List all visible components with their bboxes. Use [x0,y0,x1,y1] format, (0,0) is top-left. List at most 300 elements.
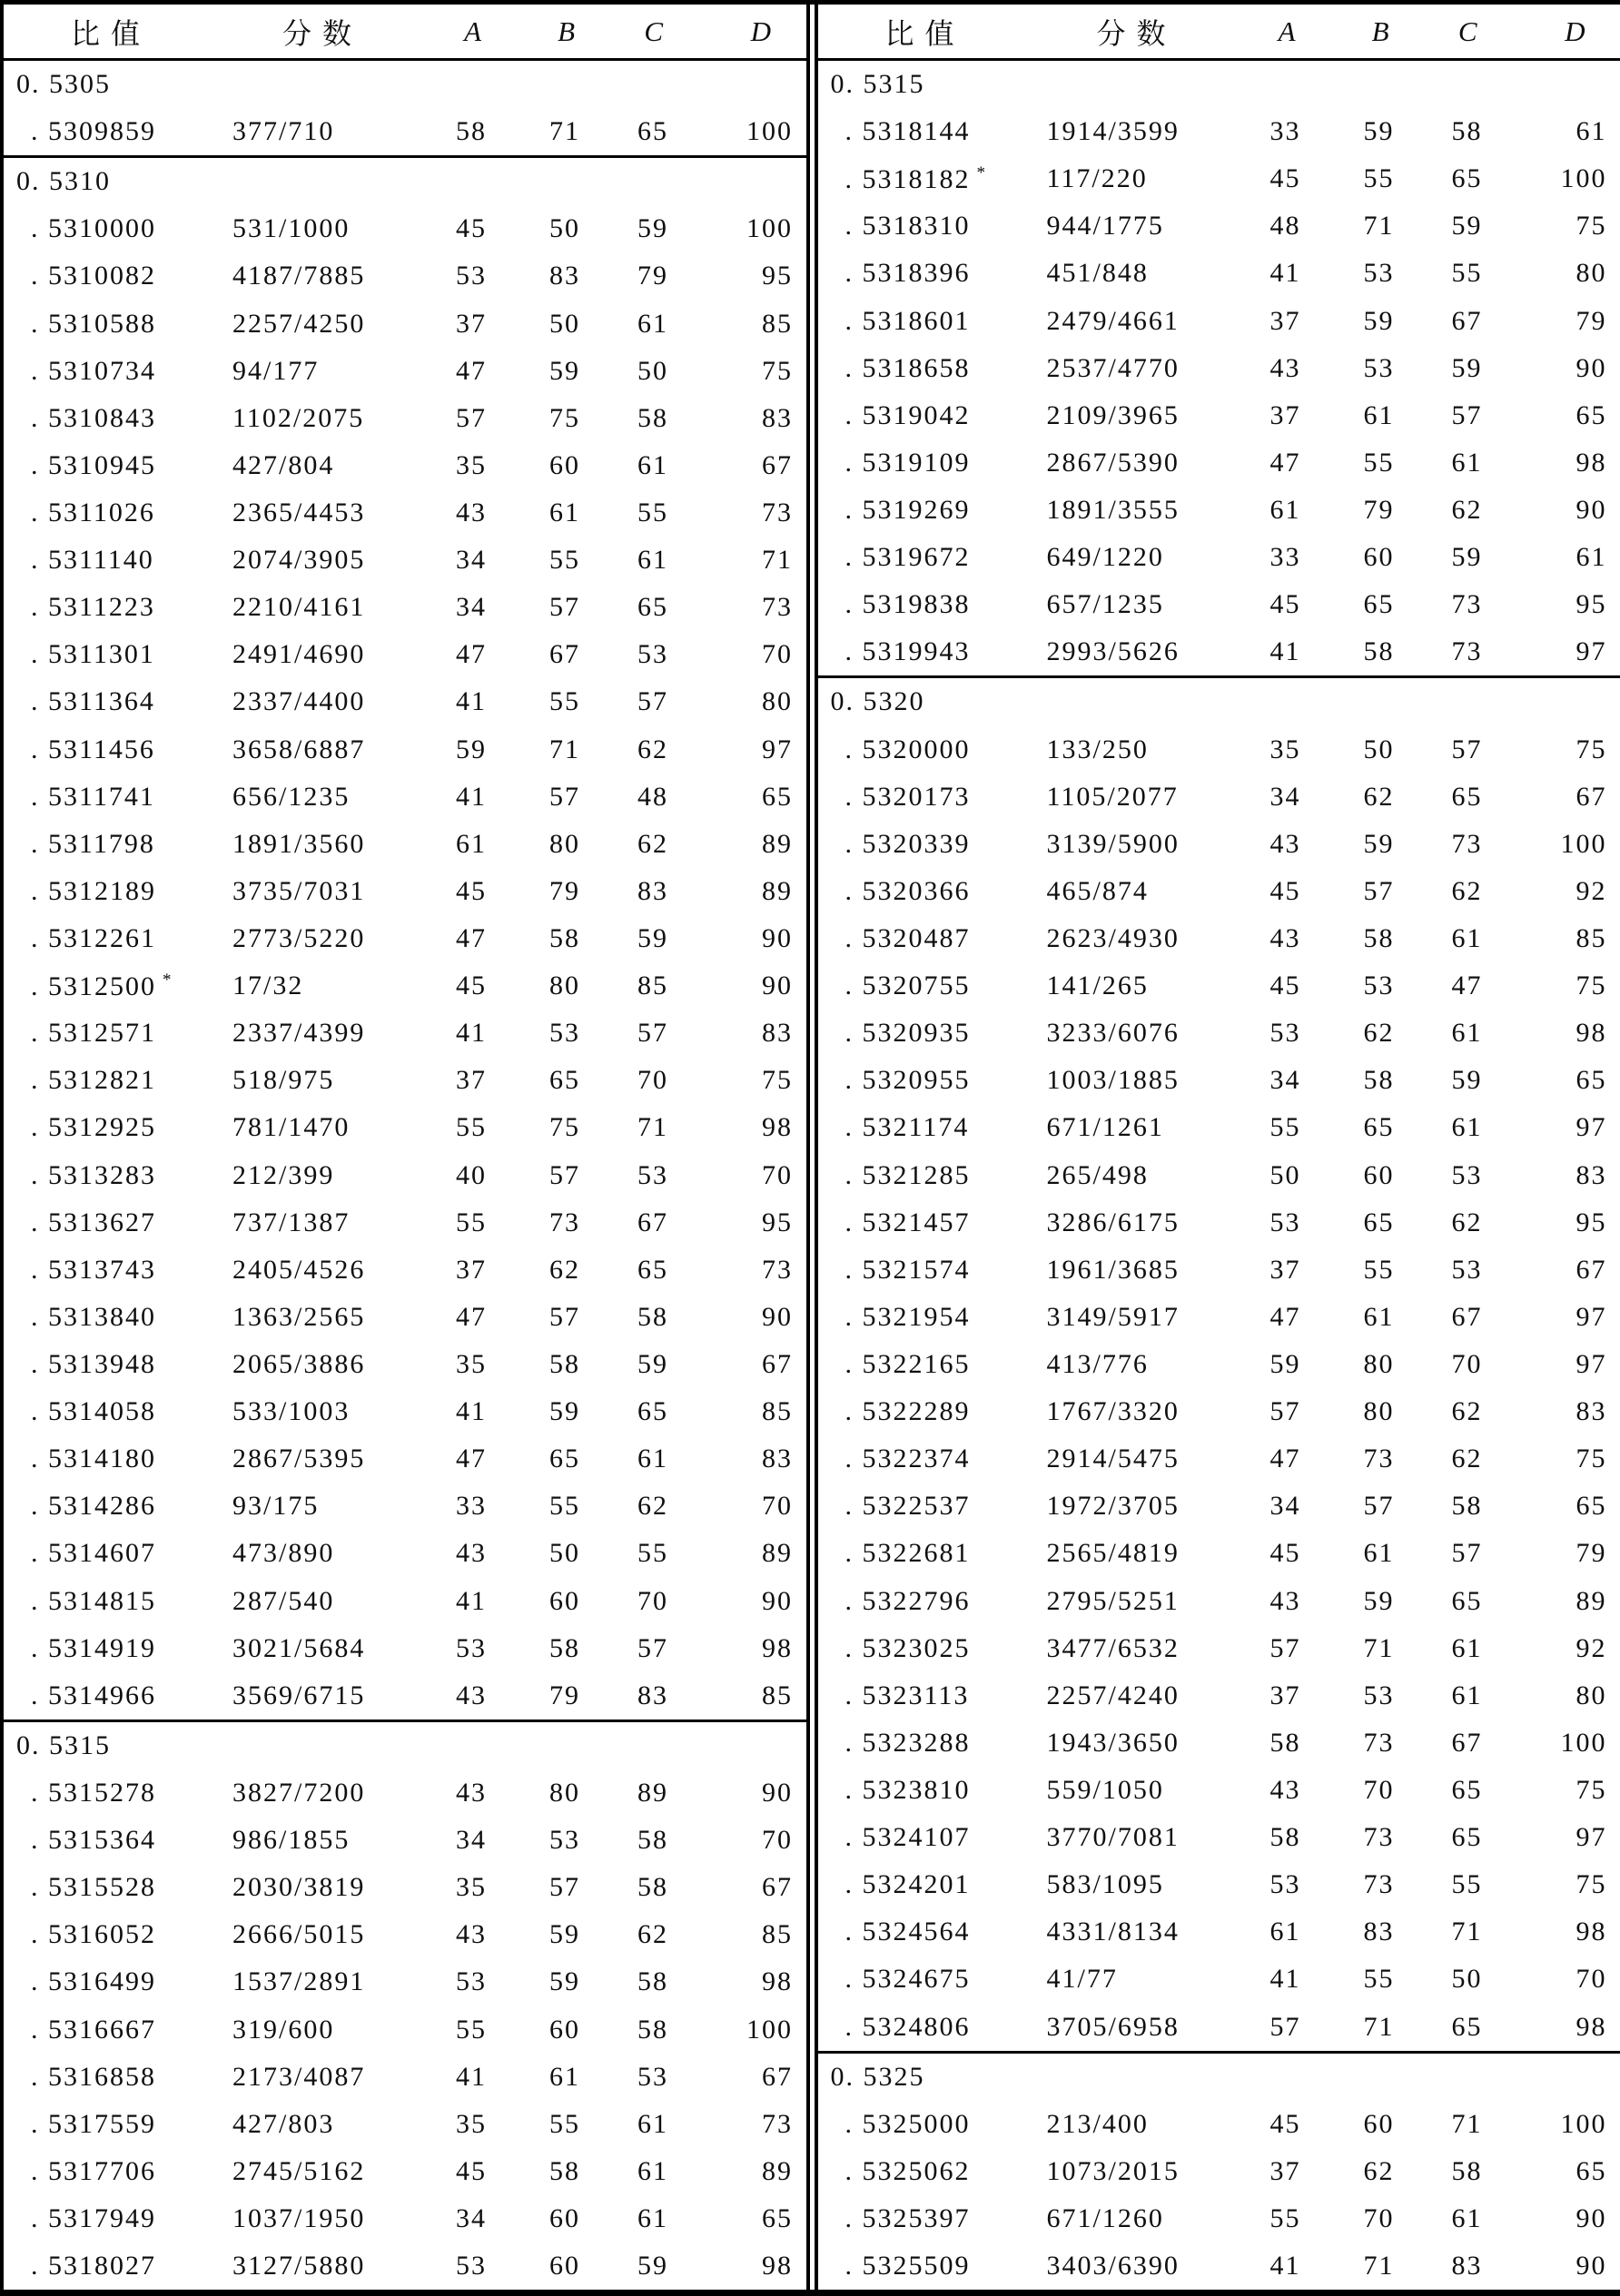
table-row [4,2242,806,2290]
table-row [4,868,806,915]
table-row [818,821,1620,868]
fraction-value: 1943/3650 [1046,1727,1180,1758]
col-a-value: 37 [1269,1254,1301,1285]
fraction-value: 133/250 [1046,734,1149,764]
col-d-value: 85 [762,1919,793,1950]
col-a-value: 43 [1269,923,1301,954]
fraction-value: 3477/6532 [1046,1632,1180,1663]
col-d-value: 90 [1576,352,1607,383]
table-row [4,774,806,821]
ratio-value: . 5320339 [845,828,971,859]
col-b-value: 83 [1363,1917,1395,1947]
col-d-value: 100 [746,116,793,147]
ratio-value: . 5315528 [31,1872,156,1903]
col-d-value: 100 [1560,2108,1607,2139]
rows-container-left [4,61,806,2290]
fraction-value: 212/399 [232,1159,335,1190]
col-c-value: 58 [637,1966,668,1997]
fraction-value: 1767/3320 [1046,1396,1180,1427]
col-b-value: 53 [549,1825,580,1856]
col-c-value: 58 [1451,1491,1483,1522]
col-c-value: 65 [1451,1774,1483,1805]
col-a-value: 47 [456,1444,487,1474]
fraction-value: 2745/5162 [232,2155,366,2186]
ratio-value: . 5322289 [845,1396,971,1427]
panel-right [815,5,1620,2290]
fraction-value: 2666/5015 [232,1919,366,1950]
col-c-value: 58 [637,402,668,433]
ratio-value: . 5318144 [845,116,971,147]
col-b-value: 65 [1363,1112,1395,1143]
table-row [818,1341,1620,1388]
col-a-value: 34 [456,592,487,623]
col-c-value: 59 [1451,542,1483,573]
table-row [4,108,806,155]
fraction-value: 117/220 [1046,163,1148,194]
ratio-value: . 5313840 [31,1301,156,1332]
col-d-value: 75 [1576,734,1607,764]
table-row [4,631,806,678]
fraction-value: 2993/5626 [1046,636,1180,667]
column-header-ratio: 比值 [884,16,965,50]
group-label: 0. 5315 [16,1729,111,1760]
col-d-value: 79 [1576,1538,1607,1569]
fraction-value: 2795/5251 [1046,1585,1180,1616]
col-c-value: 58 [637,2014,668,2045]
col-a-value: 45 [1269,589,1301,620]
table-row [818,108,1620,155]
col-b-value: 73 [549,1207,580,1237]
col-c-value: 61 [1451,1632,1483,1663]
col-b-value: 70 [1363,1774,1395,1805]
fraction-value: 1537/2891 [232,1966,366,1997]
col-a-value: 61 [1269,1917,1301,1947]
col-c-value: 79 [637,261,668,291]
col-b-value: 80 [1363,1396,1395,1427]
col-a-value: 53 [1269,1018,1301,1049]
col-b-value: 50 [549,1538,580,1569]
fraction-value: 473/890 [232,1538,335,1569]
col-c-value: 83 [637,1680,668,1710]
ratio-value: . 5323810 [845,1774,971,1805]
col-a-value: 47 [1269,1444,1301,1474]
col-c-value: 47 [1451,971,1483,1001]
col-a-value: 57 [1269,2011,1301,2042]
ratio-value: . 5322374 [845,1444,971,1474]
col-a-value: 40 [456,1159,487,1190]
col-c-value: 53 [637,1159,668,1190]
col-d-value: 65 [1576,2155,1607,2186]
col-b-value: 57 [549,592,580,623]
ratio-value: . 5324806 [845,2011,971,2042]
col-b-value: 65 [1363,589,1395,620]
table-row [818,155,1620,202]
col-b-value: 55 [1363,1254,1395,1285]
col-d-value: 89 [762,2155,793,2186]
col-d-value: 75 [762,355,793,386]
col-b-value: 58 [549,923,580,954]
fraction-value: 427/804 [232,449,335,480]
ratio-value: . 5314815 [31,1585,156,1616]
col-a-value: 37 [1269,1680,1301,1710]
col-b-value: 53 [1363,971,1395,1001]
col-b-value: 70 [1363,2202,1395,2233]
col-c-value: 61 [1451,923,1483,954]
col-a-value: 41 [456,1396,487,1427]
col-c-value: 59 [637,923,668,954]
col-a-value: 61 [1269,495,1301,526]
table-row [818,1861,1620,1908]
table-row [4,915,806,962]
fraction-value: 2365/4453 [232,498,366,528]
fraction-value: 2537/4770 [1046,352,1180,383]
col-a-value: 41 [1269,1964,1301,1995]
ratio-value: . 5319838 [845,589,971,620]
table-row [818,628,1620,675]
ratio-value: . 5319269 [845,495,971,526]
ratio-value: . 5321574 [845,1254,971,1285]
group-header-row [4,155,806,205]
col-a-value: 37 [456,1254,487,1285]
ratio-value: . 5319672 [845,542,971,573]
col-a-value: 55 [456,2014,487,2045]
col-d-value: 95 [762,1207,793,1237]
fraction-value: 3569/6715 [232,1680,366,1710]
col-c-value: 65 [1451,1585,1483,1616]
fraction-value: 451/848 [1046,258,1149,289]
fraction-value: 533/1003 [232,1396,351,1427]
ratio-value: . 5312571 [31,1018,156,1049]
ratio-value: . 5320935 [845,1018,971,1049]
table-row [818,1814,1620,1861]
col-b-value: 60 [1363,542,1395,573]
col-b-value: 55 [1363,163,1395,194]
col-b-value: 80 [549,1777,580,1808]
ratio-value: . 5320173 [845,781,971,812]
col-d-value: 98 [762,1112,793,1143]
fraction-value: 2773/5220 [232,923,366,954]
fraction-value: 3021/5684 [232,1632,366,1663]
col-b-value: 73 [1363,1869,1395,1900]
col-b-value: 59 [1363,116,1395,147]
col-d-value: 70 [762,1825,793,1856]
ratio-value: . 5312821 [31,1065,156,1096]
table-row [4,301,806,348]
col-b-value: 61 [549,2061,580,2092]
fraction-value: 2867/5395 [232,1444,366,1474]
fraction-value: 3139/5900 [1046,828,1180,859]
col-c-value: 59 [1451,352,1483,383]
fraction-value: 1102/2075 [232,402,365,433]
table-row [818,487,1620,534]
col-d-value: 75 [762,1065,793,1096]
ratio-value: . 5320366 [845,875,971,906]
col-d-value: 90 [762,1585,793,1616]
col-b-value: 55 [549,686,580,717]
ratio-value: . 5312189 [31,875,156,906]
col-d-value: 100 [1560,163,1607,194]
col-c-value: 61 [637,2202,668,2233]
ratio-value: . 5311364 [31,686,155,717]
fraction-value: 427/803 [232,2108,335,2139]
table-row [4,2005,806,2053]
col-b-value: 75 [549,402,580,433]
col-a-value: 43 [456,1538,487,1569]
ratio-value: . 5313948 [31,1349,156,1379]
col-d-value: 65 [762,781,793,812]
col-c-value: 62 [1451,875,1483,906]
col-a-value: 41 [1269,2251,1301,2281]
ratio-value: . 5314966 [31,1680,156,1710]
table-row [818,1530,1620,1577]
col-d-value: 98 [1576,2011,1607,2042]
col-d-value: 97 [1576,1112,1607,1143]
col-d-value: 98 [762,2251,793,2281]
col-c-value: 55 [1451,1869,1483,1900]
ratio-value: . 5318182 * [845,163,985,194]
col-c-value: 70 [637,1585,668,1616]
col-b-value: 80 [549,971,580,1001]
col-b-value: 59 [1363,305,1395,336]
ratio-value: . 5317559 [31,2108,156,2139]
col-a-value: 35 [456,2108,487,2139]
col-d-value: 70 [762,1159,793,1190]
fraction-value: 1891/3560 [232,828,366,859]
asterisk-marker: * [163,970,172,990]
ratio-value: . 5322681 [845,1538,971,1569]
col-d-value: 89 [762,875,793,906]
col-b-value: 73 [1363,1727,1395,1758]
col-b-value: 67 [549,639,580,670]
col-a-value: 33 [1269,116,1301,147]
fraction-value: 413/776 [1046,1349,1149,1379]
group-label: 0. 5325 [830,2061,925,2092]
ratio-value: . 5310588 [31,308,156,339]
table-row [818,298,1620,345]
col-c-value: 58 [637,1301,668,1332]
col-a-value: 57 [1269,1632,1301,1663]
ratio-value: . 5310843 [31,402,156,433]
fraction-value: 3149/5917 [1046,1301,1180,1332]
table-row [818,345,1620,392]
col-b-value: 60 [1363,2108,1395,2139]
ratio-value: . 5323025 [845,1632,971,1663]
col-c-value: 53 [1451,1254,1483,1285]
col-b-value: 58 [549,2155,580,2186]
col-a-value: 45 [456,213,487,244]
table-row [818,534,1620,581]
col-d-value: 85 [762,1396,793,1427]
col-d-value: 90 [1576,495,1607,526]
panel-left [4,5,810,2290]
col-a-value: 43 [1269,1774,1301,1805]
col-c-value: 61 [1451,2202,1483,2233]
table-row [4,2195,806,2242]
ratio-value: . 5321174 [845,1112,970,1143]
group-header-row [818,61,1620,108]
col-c-value: 62 [637,828,668,859]
ratio-value: . 5310734 [31,355,156,386]
col-b-value: 50 [549,308,580,339]
column-header-d: D [750,15,771,47]
table-row [818,439,1620,487]
col-d-value: 89 [1576,1585,1607,1616]
col-c-value: 62 [1451,1396,1483,1427]
fraction-value: 2337/4400 [232,686,366,717]
fraction-value: 319/600 [232,2014,335,2045]
col-d-value: 97 [1576,1822,1607,1853]
table-row [818,2148,1620,2195]
col-b-value: 58 [1363,1065,1395,1096]
ratio-value: . 5325000 [845,2108,971,2139]
ratio-value: . 5322537 [845,1491,971,1522]
column-header-c: C [644,15,663,47]
column-header-ratio: 比值 [70,16,151,50]
table-row [4,1104,806,1151]
ratio-value: . 5324564 [845,1917,971,1947]
table-row [4,1294,806,1341]
ratio-value: . 5311223 [31,592,155,623]
col-b-value: 57 [549,781,580,812]
col-c-value: 67 [1451,1301,1483,1332]
fraction-value: 1105/2077 [1046,781,1179,812]
col-d-value: 80 [762,686,793,717]
col-c-value: 61 [637,2108,668,2139]
col-a-value: 33 [1269,542,1301,573]
fraction-value: 657/1235 [1046,589,1164,620]
col-d-value: 100 [1560,828,1607,859]
table-row [818,1294,1620,1341]
fraction-value: 2405/4526 [232,1254,366,1285]
col-b-value: 60 [1363,1159,1395,1190]
col-c-value: 67 [1451,305,1483,336]
col-c-value: 83 [637,875,668,906]
table-row [4,1817,806,1864]
ratio-value: . 5324107 [845,1822,971,1853]
col-a-value: 53 [456,2251,487,2281]
col-b-value: 50 [1363,734,1395,764]
fraction-value: 944/1775 [1046,211,1164,241]
ratio-value: . 5320487 [845,923,971,954]
col-a-value: 41 [456,1018,487,1049]
col-c-value: 65 [1451,2011,1483,2042]
col-c-value: 59 [637,213,668,244]
ratio-value: . 5311741 [31,781,155,812]
col-c-value: 50 [1451,1964,1483,1995]
table-row [4,1057,806,1104]
group-header-row [4,61,806,108]
col-d-value: 90 [1576,2251,1607,2281]
col-d-value: 97 [1576,636,1607,667]
ratio-value: . 5310082 [31,261,156,291]
ratio-value: . 5324675 [845,1964,971,1995]
col-c-value: 59 [637,1349,668,1379]
column-header-fraction: 分数 [1096,16,1177,50]
column-header-d: D [1565,15,1585,47]
col-b-value: 61 [1363,399,1395,430]
table-row [818,915,1620,962]
table-row [818,1720,1620,1767]
col-b-value: 58 [1363,923,1395,954]
col-b-value: 55 [549,1491,580,1522]
col-d-value: 89 [762,828,793,859]
table-row [4,1483,806,1530]
fraction-value: 2109/3965 [1046,399,1180,430]
ratio-value: . 5319042 [845,399,971,430]
col-d-value: 92 [1576,875,1607,906]
table-row [818,392,1620,439]
column-header-b: B [558,15,575,47]
col-b-value: 57 [549,1872,580,1903]
col-b-value: 55 [1363,1964,1395,1995]
col-c-value: 57 [1451,399,1483,430]
fraction-value: 287/540 [232,1585,335,1616]
col-b-value: 59 [549,1966,580,1997]
ratio-value: . 5311026 [31,498,155,528]
col-c-value: 70 [637,1065,668,1096]
col-c-value: 71 [1451,1917,1483,1947]
ratio-value: . 5312261 [31,923,156,954]
ratio-value: . 5312500 * [31,970,172,1001]
col-d-value: 70 [762,1491,793,1522]
col-a-value: 41 [1269,636,1301,667]
col-c-value: 62 [637,1491,668,1522]
col-a-value: 48 [1269,211,1301,241]
col-b-value: 60 [549,2251,580,2281]
col-b-value: 71 [549,734,580,764]
col-c-value: 65 [1451,781,1483,812]
ratio-value: . 5311456 [31,734,155,764]
col-d-value: 98 [1576,447,1607,478]
col-a-value: 50 [1269,1159,1301,1190]
table-row [818,1247,1620,1294]
col-a-value: 41 [1269,258,1301,289]
col-b-value: 65 [549,1065,580,1096]
table-row [4,1578,806,1625]
col-a-value: 43 [456,1777,487,1808]
fraction-value: 94/177 [232,355,320,386]
col-a-value: 34 [1269,781,1301,812]
col-c-value: 62 [1451,495,1483,526]
col-d-value: 89 [762,1538,793,1569]
col-b-value: 71 [1363,211,1395,241]
col-b-value: 71 [1363,1632,1395,1663]
col-a-value: 47 [456,639,487,670]
ratio-value: . 5316052 [31,1919,156,1950]
ratio-value: . 5318027 [31,2251,156,2281]
ratio-value: . 5314607 [31,1538,156,1569]
col-a-value: 47 [1269,1301,1301,1332]
fraction-value: 781/1470 [232,1112,351,1143]
col-c-value: 71 [1451,2108,1483,2139]
ratio-value: . 5316858 [31,2061,156,2092]
col-c-value: 65 [637,116,668,147]
rows-container-right [818,61,1620,2290]
table-row [4,962,806,1010]
table-row [818,1625,1620,1672]
col-c-value: 61 [1451,1680,1483,1710]
ratio-value: . 5325397 [845,2202,971,2233]
col-a-value: 45 [1269,2108,1301,2139]
col-b-value: 55 [549,2108,580,2139]
fraction-value: 649/1220 [1046,542,1164,573]
col-d-value: 67 [762,2061,793,2092]
col-a-value: 55 [456,1207,487,1237]
col-a-value: 41 [456,781,487,812]
table-row [4,1958,806,2005]
fraction-value: 3705/6958 [1046,2011,1180,2042]
col-b-value: 57 [549,1301,580,1332]
